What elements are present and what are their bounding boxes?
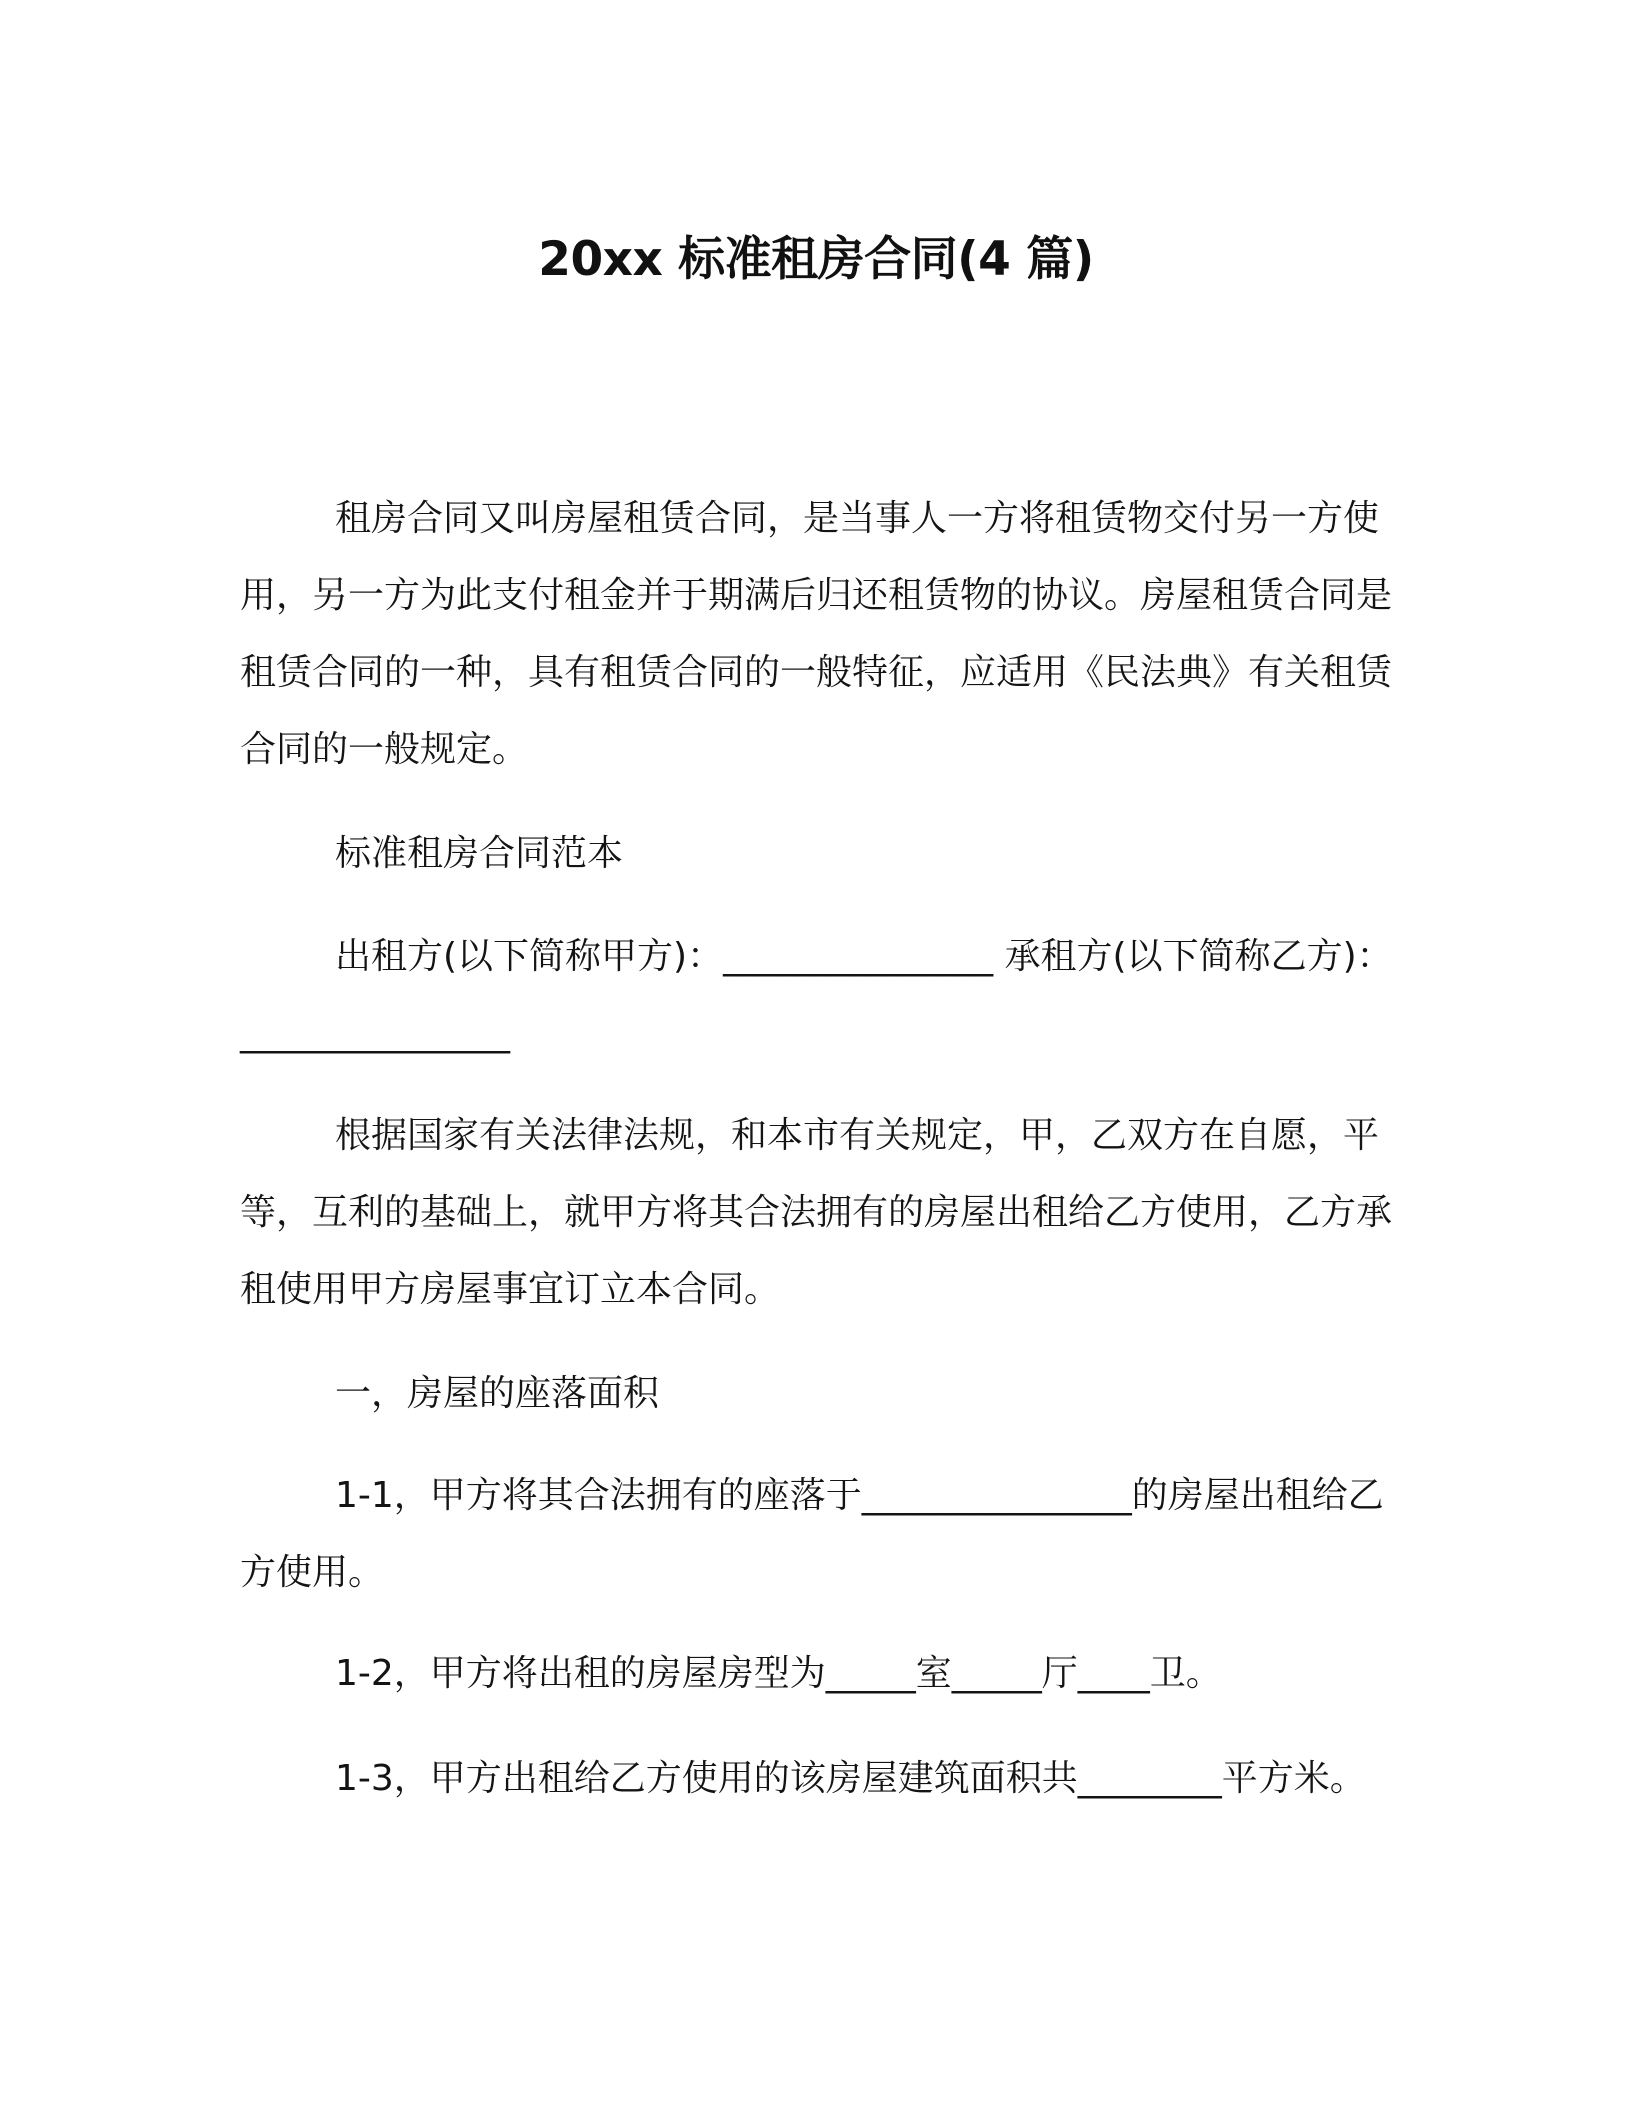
sample-heading: 标准租房合同范本 (335, 833, 624, 874)
document-title: 20xx 标准租房合同(4 篇) (538, 232, 1094, 287)
preamble-paragraph: 根据国家有关法律法规，和本市有关规定，甲，乙双方在自愿，平等，互利的基础上，就甲方将其合法拥有的房屋出租给乙方使用，乙方承租使用甲方房屋事宜订立本合同。 (240, 1115, 1393, 1310)
clause-1-1: 1-1，甲方将其合法拥有的座落于_______________的房屋出租给乙方使用。 (240, 1475, 1384, 1593)
section-heading-1: 一，房屋的座落面积 (335, 1373, 660, 1414)
clause-1-3: 1-3，甲方出租给乙方使用的该房屋建筑面积共________平方米。 (335, 1758, 1366, 1799)
parties-paragraph: 出租方(以下简称甲方)：_______________ 承租方(以下简称乙方)：_______________ (240, 936, 1393, 1054)
intro-paragraph: 租房合同又叫房屋租赁合同，是当事人一方将租赁物交付另一方使用，另一方为此支付租金并于期满后归还租赁物的协议。房屋租赁合同是租赁合同的一种，具有租赁合同的一般特征，应适用《民法典》有关租赁合同的一般规定。 (240, 498, 1393, 770)
clause-1-2: 1-2，甲方将出租的房屋房型为_____室_____厅____卫。 (335, 1653, 1222, 1694)
